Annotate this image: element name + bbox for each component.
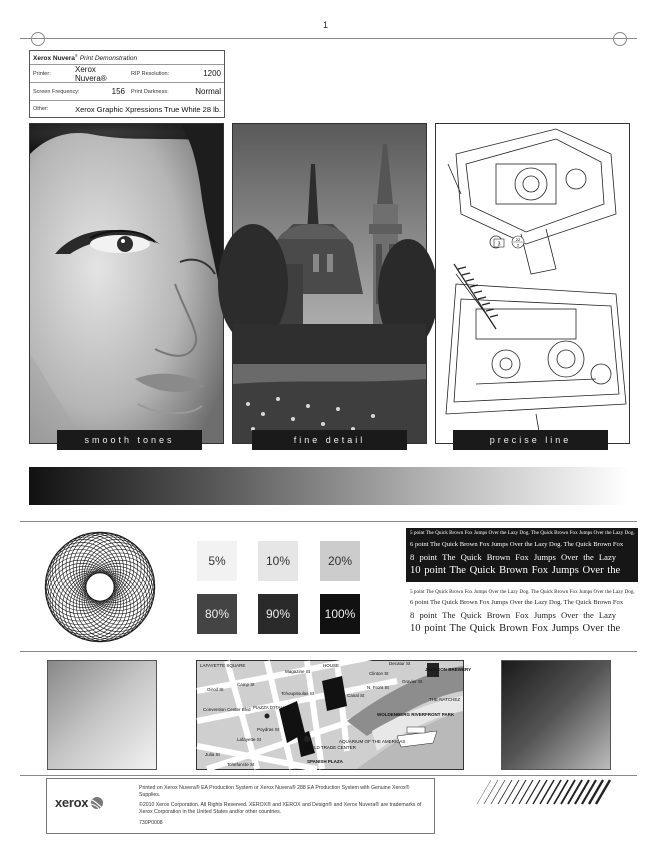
map-street-poydras: Poydras St — [257, 727, 280, 732]
darkness-label: Print Darkness: — [131, 88, 169, 95]
tint-patch-10pct: 10% — [258, 541, 298, 581]
map-label-jackson: JACKSON BREWERY — [425, 667, 472, 672]
spirograph-pattern — [40, 527, 160, 647]
callout-b: 22 — [515, 237, 521, 242]
gradient-square-light — [47, 660, 157, 770]
map-label-spanish: SPANISH PLAZA — [307, 759, 343, 764]
callout-c: 2 — [516, 242, 520, 248]
map-street-decatur: Decatur St — [389, 661, 411, 666]
fox-reverse-10pt: 10 point The Quick Brown Fox Jumps Over the — [410, 565, 621, 576]
registration-mark-left — [31, 32, 45, 46]
cathedral-image — [233, 124, 426, 443]
tint-patch-20pct: 20% — [320, 541, 360, 581]
tint-patch-100pct: 100% — [320, 594, 360, 634]
darkness-value: Normal — [195, 87, 221, 96]
info-reg: ® — [74, 53, 78, 58]
caption-smooth-tones: smooth tones — [57, 430, 202, 450]
map-label-piazza: PIAZZA D'ITALIA — [253, 705, 288, 710]
printer-value: Xerox Nuvera® — [75, 64, 107, 83]
map-label-aquarium: AQUARIUM OF THE AMERICAS — [339, 739, 406, 744]
other-value: Xerox Graphic Xpressions True White 28 lb. — [75, 104, 221, 114]
footer-copyright: ©2010 Xerox Corporation. All Rights Reserved. XEROX® and XEROX and Design® and Xerox Nuvera® are trademarks of Xerox Corporation in the United States and/or other countries. — [139, 802, 422, 815]
map-label-house: HOUSE — [323, 663, 340, 668]
map-street-camp: Camp St — [237, 682, 255, 687]
photo-child-face — [29, 123, 224, 444]
xerox-logo — [55, 795, 104, 810]
screen-label: Screen Frequency: — [33, 88, 80, 95]
street-map-graphic — [197, 661, 472, 769]
rip-value: 1200 — [203, 69, 221, 78]
fox-positive-6pt: 6 point The Quick Brown Fox Jumps Over the Lazy Dog. The Quick Brown Fox — [410, 599, 624, 606]
map-street-tchef: Tchefuncte St — [227, 762, 255, 767]
fox-positive-5pt: 5 point The Quick Brown Fox Jumps Over the Lazy Dog. The Quick Brown Fox Jumps Over the Lazy Dog. — [410, 589, 635, 595]
fox-positive-10pt: 10 point The Quick Brown Fox Jumps Over the — [410, 623, 621, 634]
printer-label: Printer: — [33, 70, 51, 77]
map-street-julia: Julia St — [205, 752, 220, 757]
tint-patch-90pct: 90% — [258, 594, 298, 634]
map-street-front: N. Front St — [367, 685, 389, 690]
callout-a: 3 — [497, 241, 501, 248]
tint-patch-5pct: 5% — [197, 541, 237, 581]
footer-box — [46, 778, 435, 834]
divider-rule-3 — [20, 775, 637, 776]
info-header — [30, 51, 224, 64]
map-street-gravier: Gravier St — [402, 679, 423, 684]
map-label-lafayette: LAFAYETTE SQUARE — [200, 663, 246, 668]
footer-part-number: 730P0008 — [139, 820, 163, 826]
caption-precise-line: precise line — [453, 430, 608, 450]
info-brand: Xerox Nuvera — [33, 55, 75, 63]
info-header-rest: Print Demonstration — [79, 55, 138, 63]
caption-fine-detail: fine detail — [252, 430, 407, 450]
fox-reverse-6pt: 6 point The Quick Brown Fox Jumps Over the Lazy Dog. The Quick Brown Fox — [410, 541, 624, 548]
divider-rule-2 — [20, 651, 637, 652]
registration-mark-right — [613, 32, 627, 46]
page-number: 1 — [323, 20, 329, 30]
rip-label: RIP Resolution: — [131, 70, 170, 77]
print-info-box — [29, 50, 225, 118]
fox-positive-8pt: 8 point The Quick Brown Fox Jumps Over the Lazy — [410, 610, 617, 620]
gradient-square-dark — [501, 660, 611, 770]
fox-reverse-5pt: 5 point The Quick Brown Fox Jumps Over the Lazy Dog. The Quick Brown Fox Jumps Over the Lazy Dog. — [410, 530, 635, 536]
map-street-girod: Girod St — [207, 687, 224, 692]
footer-printed-on: Printed on Xerox Nuvera® EA Production System or Xerox Nuvera® 288 EA Production System with Genuine Xerox® Supplies. — [139, 785, 410, 798]
divider-rule-1 — [20, 521, 637, 522]
map-street-magazine: Magazine St — [285, 669, 311, 674]
xerox-sphere-icon — [90, 796, 104, 810]
map-street-clinton: Clinton St — [369, 671, 389, 676]
map-street-tchoup: Tchoupitoulas St — [281, 691, 315, 696]
map-street-convention: Convention Center Blvd — [203, 707, 251, 712]
tint-patch-80pct: 80% — [197, 594, 237, 634]
other-label: Other: — [33, 106, 49, 112]
map-street-lafayette: Lafayette St — [237, 737, 262, 742]
map-label-natchez: THE NATCHEZ — [429, 697, 461, 702]
grayscale-gradient-bar — [29, 467, 629, 505]
photo-technical-drawing — [435, 123, 630, 444]
map-label-woldenberg: WOLDENBERG RIVERFRONT PARK — [377, 712, 455, 717]
map-street-canal: Canal St — [347, 693, 365, 698]
top-rule — [20, 38, 637, 39]
photo-cathedral — [232, 123, 427, 444]
screen-value: 156 — [111, 87, 125, 96]
fox-reverse-8pt: 8 point The Quick Brown Fox Jumps Over the Lazy — [410, 552, 617, 562]
street-map — [196, 660, 472, 770]
map-label-wtc: WORLD TRADE CENTER — [303, 745, 356, 750]
child-face-image — [30, 124, 223, 443]
technical-drawing-image — [436, 124, 629, 443]
diagonal-line-pattern — [473, 778, 613, 806]
xerox-wordmark: xerox — [55, 795, 89, 810]
